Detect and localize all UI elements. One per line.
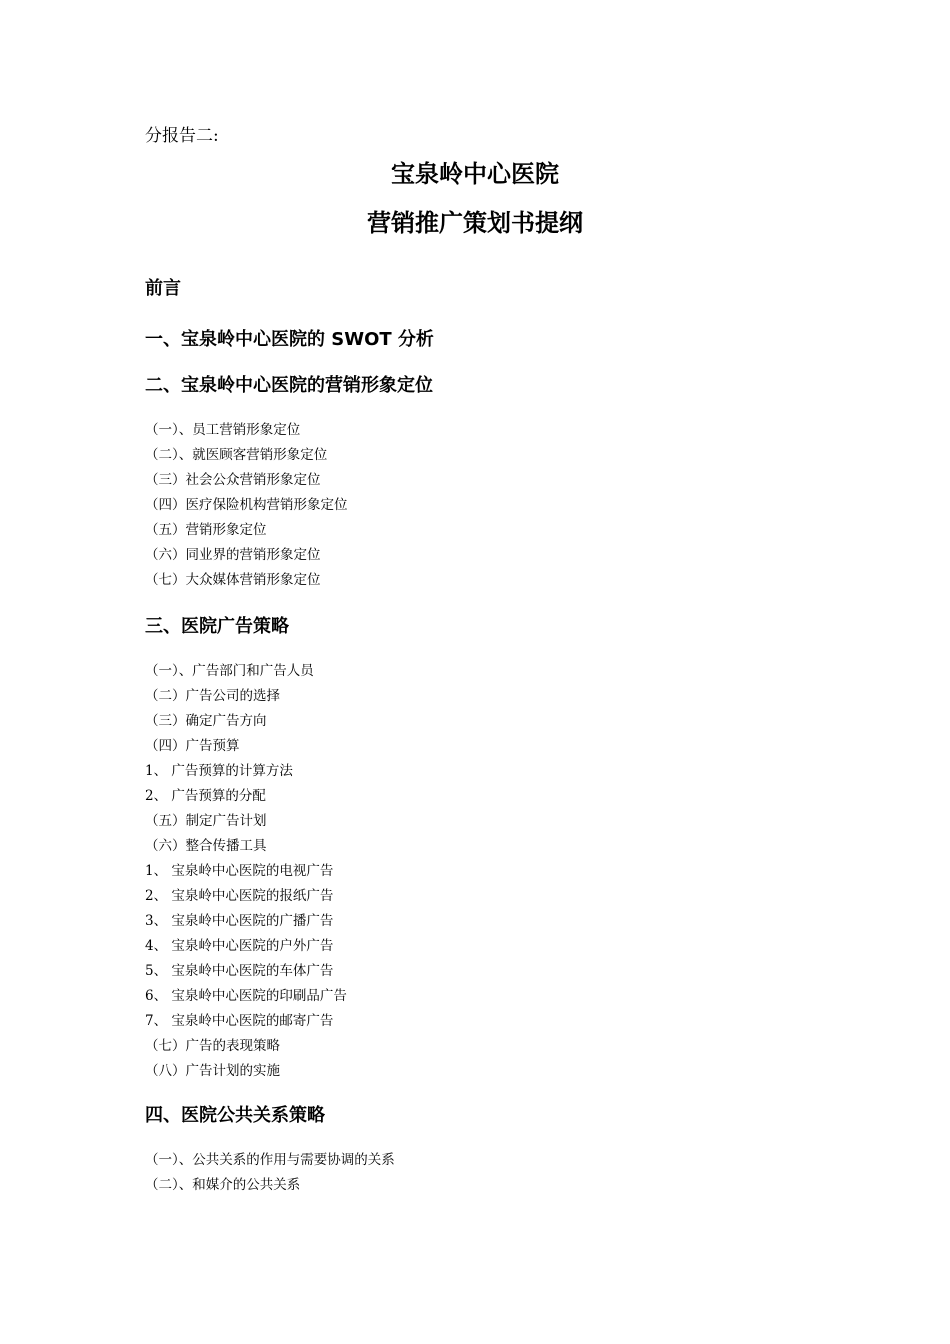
list-item: （五）营销形象定位 <box>145 522 267 538</box>
section-4-list <box>145 1148 395 1198</box>
list-item: （六）同业界的营销形象定位 <box>145 547 321 563</box>
list-item: 6、 宝泉岭中心医院的印刷品广告 <box>145 988 347 1004</box>
list-item: （二）、和媒介的公共关系 <box>145 1177 301 1193</box>
report-label: 分报告二: <box>145 126 219 146</box>
section-3-list <box>145 659 347 1084</box>
section-2-list <box>145 418 348 593</box>
list-item: （二）、就医顾客营销形象定位 <box>145 447 328 463</box>
list-item: （四）医疗保险机构营销形象定位 <box>145 497 348 513</box>
list-item: 2、 广告预算的分配 <box>145 788 266 804</box>
list-item: 1、 宝泉岭中心医院的电视广告 <box>145 863 334 879</box>
list-item: 1、 广告预算的计算方法 <box>145 763 293 779</box>
heading-preface: 前言 <box>145 278 181 299</box>
list-item: 4、 宝泉岭中心医院的户外广告 <box>145 938 334 954</box>
list-item: （一）、员工营销形象定位 <box>145 422 301 438</box>
document-title-line-1: 宝泉岭中心医院 <box>391 160 559 188</box>
heading-section-4: 四、医院公共关系策略 <box>145 1105 325 1126</box>
heading-section-1: 一、宝泉岭中心医院的 SWOT 分析 <box>145 329 434 350</box>
list-item: 2、 宝泉岭中心医院的报纸广告 <box>145 888 334 904</box>
heading-section-3: 三、医院广告策略 <box>145 616 289 637</box>
list-item: （二）广告公司的选择 <box>145 688 280 704</box>
list-item: （四）广告预算 <box>145 738 240 754</box>
document-title-line-2: 营销推广策划书提纲 <box>367 209 583 237</box>
list-item: （三）社会公众营销形象定位 <box>145 472 321 488</box>
list-item: （六）整合传播工具 <box>145 838 267 854</box>
list-item: 5、 宝泉岭中心医院的车体广告 <box>145 963 334 979</box>
list-item: （一）、广告部门和广告人员 <box>145 663 314 679</box>
list-item: （五）制定广告计划 <box>145 813 267 829</box>
list-item: （八）广告计划的实施 <box>145 1063 280 1079</box>
list-item: （七）大众媒体营销形象定位 <box>145 572 321 588</box>
list-item: （一）、公共关系的作用与需要协调的关系 <box>145 1152 395 1168</box>
list-item: （七）广告的表现策略 <box>145 1038 280 1054</box>
list-item: 7、 宝泉岭中心医院的邮寄广告 <box>145 1013 334 1029</box>
list-item: 3、 宝泉岭中心医院的广播广告 <box>145 913 334 929</box>
list-item: （三）确定广告方向 <box>145 713 267 729</box>
heading-section-2: 二、宝泉岭中心医院的营销形象定位 <box>145 375 433 396</box>
